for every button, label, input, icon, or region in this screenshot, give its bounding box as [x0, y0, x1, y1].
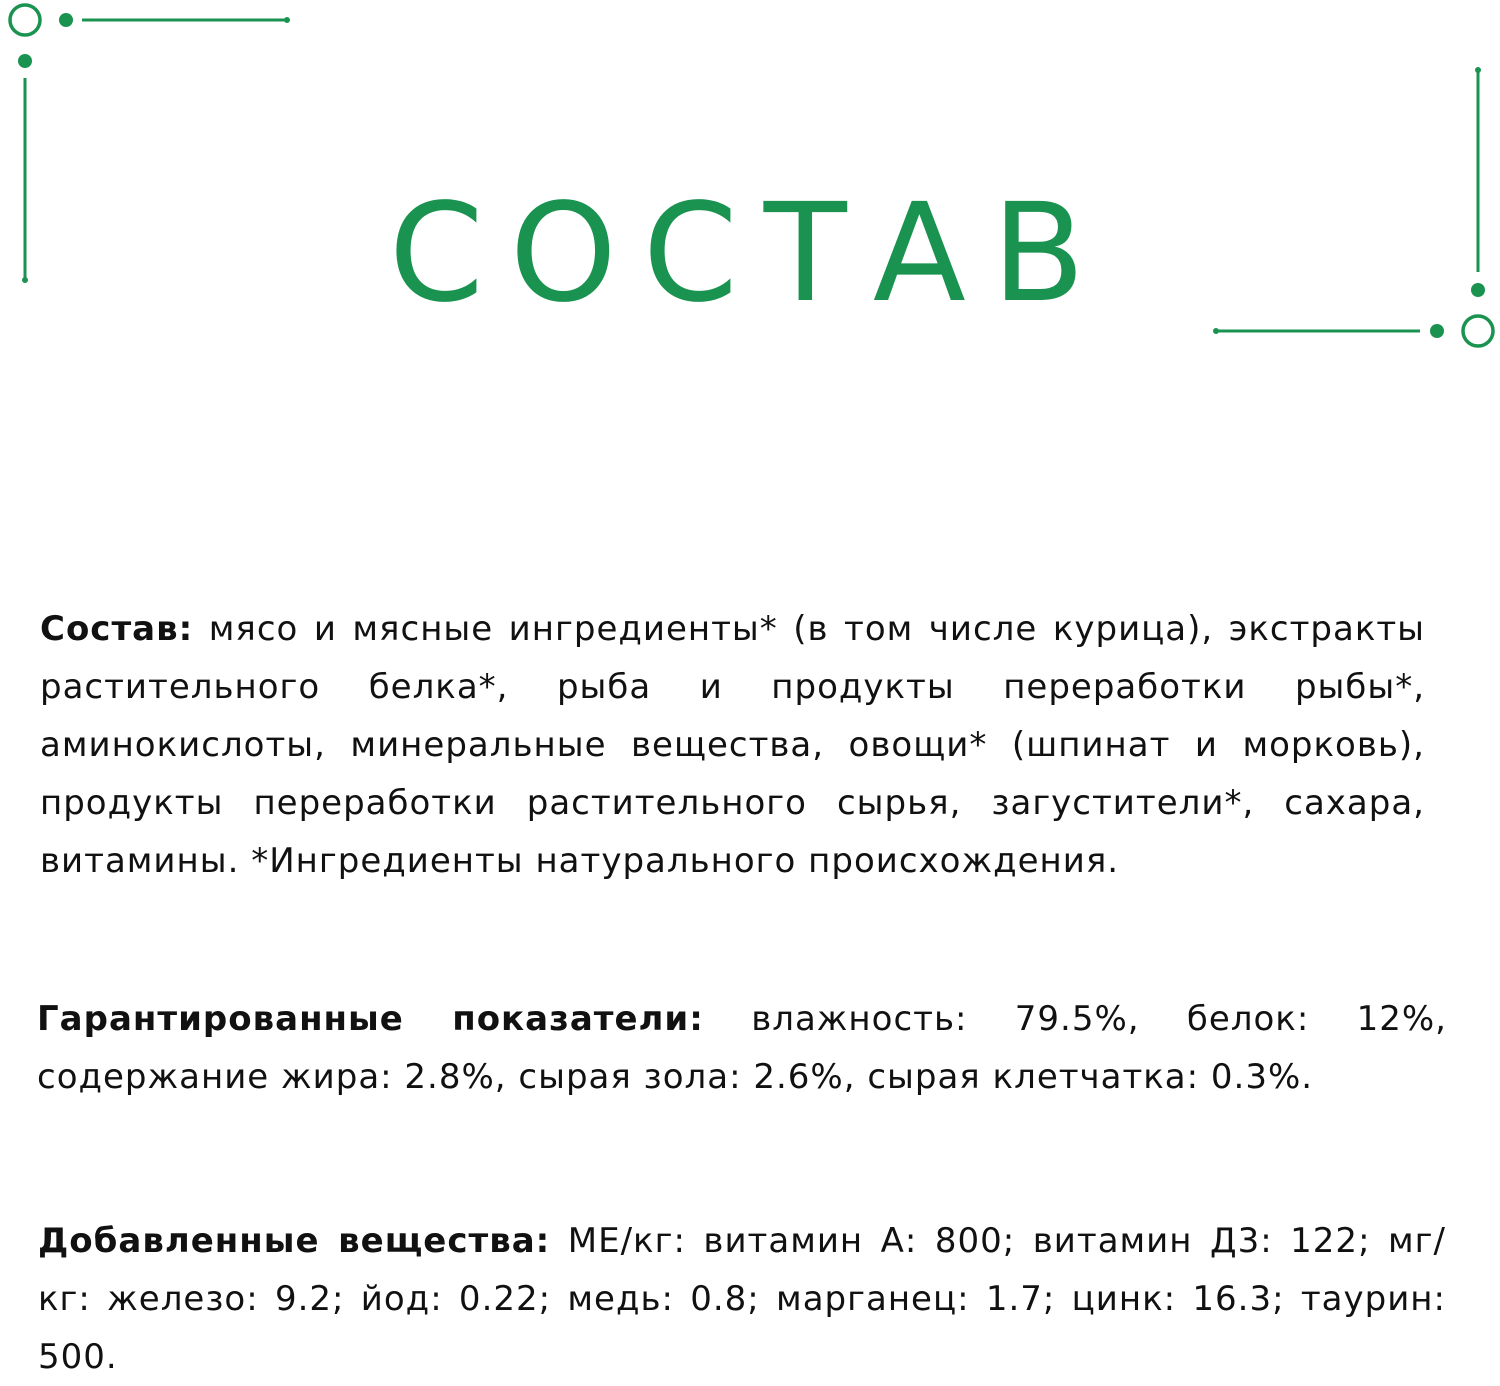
guaranteed-analysis-text: влажность: 79.5%, белок: 12%, содержание жира: 2.8%, сырая зола: 2.6%, сырая клетчатка: 0.3%.	[37, 999, 1447, 1097]
dot	[284, 17, 290, 23]
guaranteed-analysis-paragraph	[37, 990, 1447, 1106]
composition-text: мясо и мясные ингредиенты* (в том числе курица), экстракты растительного белка*, рыба и продукты переработки рыбы*, аминокислоты, минеральные вещества, овощи* (шпинат и морковь), продукты переработки растительного сырья, загустители*, сахара, витамины. *Ингредиенты натурального происхождения.	[40, 609, 1425, 881]
additives-paragraph	[38, 1212, 1446, 1386]
composition-paragraph	[40, 600, 1425, 890]
composition-label: Состав:	[40, 609, 194, 649]
additives-label: Добавленные вещества:	[38, 1221, 551, 1261]
dot	[18, 54, 32, 68]
guaranteed-analysis-label: Гарантированные показатели:	[37, 999, 704, 1039]
page-title: СОСТАВ	[388, 175, 1112, 334]
dot	[59, 13, 73, 27]
additives-text: МЕ/кг: витамин А: 800; витамин Д3: 122; мг/кг: железо: 9.2; йод: 0.22; медь: 0.8; марганец: 1.7; цинк: 16.3; таурин: 500.	[38, 1221, 1446, 1377]
ring-dot	[10, 5, 40, 35]
